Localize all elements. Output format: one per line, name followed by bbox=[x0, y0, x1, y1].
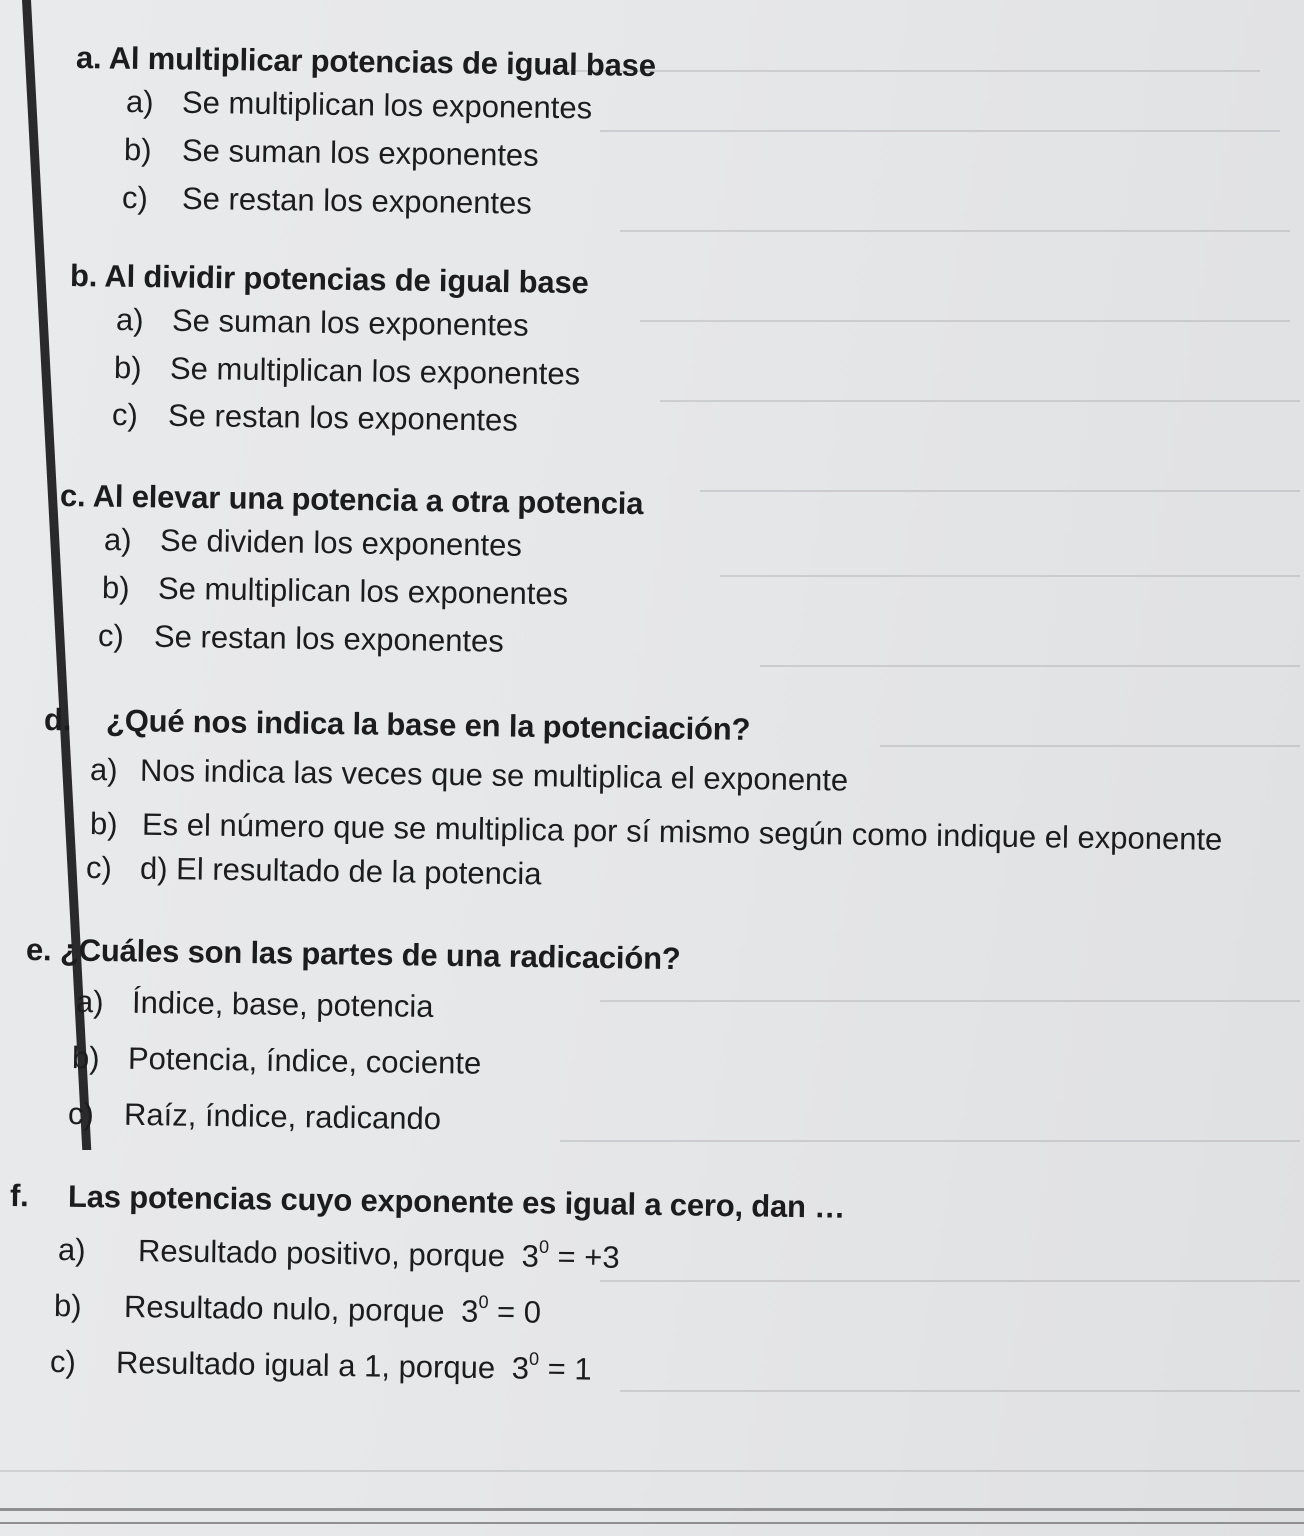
question-d-option-c[interactable]: c) d) El resultado de la potencia bbox=[85, 850, 542, 892]
bleed-through-line bbox=[620, 230, 1290, 232]
question-b-title: b. Al dividir potencias de igual base bbox=[69, 258, 589, 301]
question-c-option-a[interactable]: a) Se dividen los exponentes bbox=[103, 522, 523, 563]
question-c-title: c. Al elevar una potencia a otra potencia bbox=[59, 478, 644, 522]
bleed-through-line bbox=[880, 745, 1300, 747]
question-c-option-c[interactable]: c) Se restan los exponentes bbox=[97, 618, 505, 659]
bleed-through-line bbox=[620, 1390, 1300, 1392]
question-f-option-c[interactable]: c) Resultado igual a 1, porque $3^0 = 1$ bbox=[49, 1344, 592, 1387]
bleed-through-line bbox=[600, 130, 1280, 132]
bleed-through-line bbox=[640, 320, 1290, 322]
question-e-title: e. ¿Cuáles son las partes de una radicación? bbox=[25, 932, 681, 977]
question-f-option-b[interactable]: b) Resultado nulo, porque $3^0 = 0$ bbox=[53, 1288, 542, 1330]
bottom-rule bbox=[0, 1508, 1304, 1511]
question-f-title: f. Las potencias cuyo exponente es igual a cero, dan … bbox=[9, 1178, 846, 1225]
question-f-option-a[interactable]: a) Resultado positivo, porque $3^0 = +3$ bbox=[57, 1232, 620, 1275]
question-d-option-b[interactable]: b) Es el número que se multiplica por sí mismo según como indique el exponente bbox=[89, 806, 1223, 857]
page-left-border bbox=[22, 0, 91, 1150]
question-a-title: a. Al multiplicar potencias de igual base bbox=[75, 40, 657, 84]
question-a-option-a[interactable]: a) Se multiplican los exponentes bbox=[125, 84, 593, 126]
question-a-option-b[interactable]: b) Se suman los exponentes bbox=[123, 132, 539, 173]
question-c-option-b[interactable]: b) Se multiplican los exponentes bbox=[101, 570, 569, 612]
equation: $3^0 = 0$ bbox=[460, 1291, 542, 1330]
bleed-through-line bbox=[760, 665, 1300, 667]
question-b-option-c[interactable]: c) Se restan los exponentes bbox=[111, 397, 519, 438]
question-d-title: d. ¿Qué nos indica la base en la potenciación? bbox=[43, 702, 751, 747]
bleed-through-line bbox=[600, 1280, 1300, 1282]
bleed-through-line bbox=[700, 490, 1300, 492]
question-e-option-c[interactable]: c) Raíz, índice, radicando bbox=[67, 1096, 442, 1137]
bleed-through-line bbox=[660, 400, 1300, 402]
bleed-through-line bbox=[560, 1140, 1300, 1142]
question-b-option-a[interactable]: a) Se suman los exponentes bbox=[115, 302, 529, 343]
bleed-through-line bbox=[0, 1470, 1304, 1472]
question-e-option-b[interactable]: b) Potencia, índice, cociente bbox=[71, 1040, 482, 1081]
bottom-rule bbox=[0, 1522, 1304, 1524]
question-a-option-c[interactable]: c) Se restan los exponentes bbox=[121, 180, 533, 221]
equation: $3^0 = 1$ bbox=[511, 1348, 592, 1387]
question-e-option-a[interactable]: a) Índice, base, potencia bbox=[75, 984, 434, 1024]
question-b-option-b[interactable]: b) Se multiplican los exponentes bbox=[113, 350, 581, 392]
bleed-through-line bbox=[720, 575, 1300, 577]
equation: $3^0 = +3$ bbox=[521, 1236, 620, 1275]
question-d-option-a[interactable]: a) Nos indica las veces que se multiplica el exponente bbox=[89, 752, 849, 798]
bleed-through-line bbox=[560, 70, 1260, 72]
bleed-through-line bbox=[600, 1000, 1300, 1002]
